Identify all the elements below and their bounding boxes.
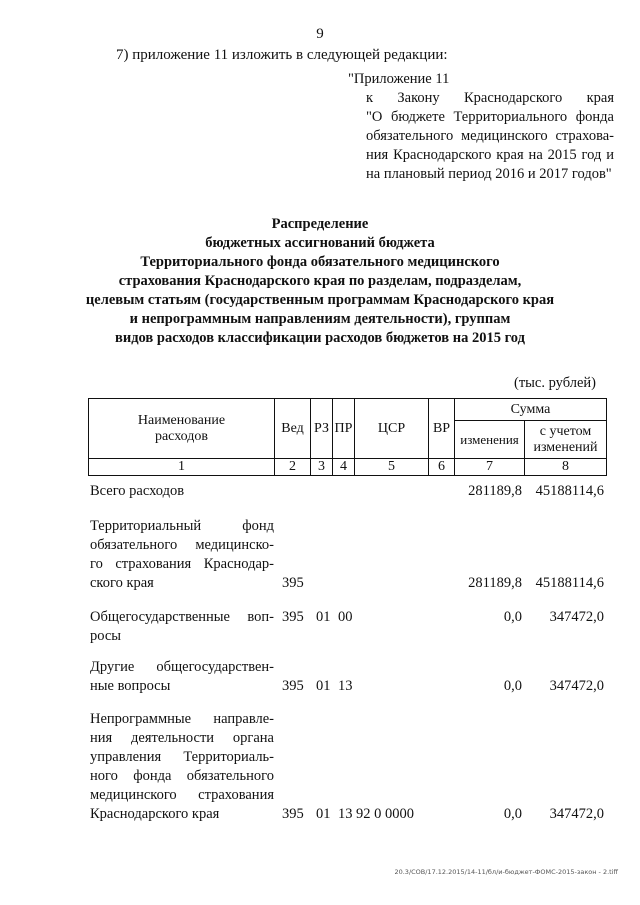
appendix-line: на плановый период 2016 и 2017 годов" <box>366 166 612 182</box>
title-line: Территориального фонда обязательного медицинского <box>140 254 500 270</box>
title-line: Распределение <box>271 216 369 232</box>
row-ved: 395 <box>282 678 304 694</box>
row-name <box>90 710 274 824</box>
row-name-line: обязательного медицинско- <box>90 537 274 553</box>
appendix-line: обязательного медицинского страхова- <box>366 128 614 144</box>
header-rz: РЗ <box>311 399 333 459</box>
title-line: видов расходов классификации расходов бюджетов на 2015 год <box>115 330 525 346</box>
row-name-line: ного фонда обязательного <box>90 768 274 784</box>
row-name-line: ния деятельности органа <box>90 730 274 746</box>
header-with-changes: с учетом изменений <box>525 421 607 459</box>
row-name-line: ского края <box>90 575 154 591</box>
intro-text: 7) приложение 11 изложить в следующей редакции: <box>116 47 448 63</box>
units-label: (тыс. рублей) <box>514 375 596 391</box>
header-vr: ВР <box>429 399 455 459</box>
table-row <box>90 517 606 593</box>
row-name-line: ные вопросы <box>90 678 171 694</box>
row-changes: 281189,8 <box>468 575 522 591</box>
row-changes: 0,0 <box>503 609 522 625</box>
table-row <box>90 608 606 646</box>
title-line: страхования Краснодарского края по разделам, подразделам, <box>118 273 522 289</box>
header-name: Наименование расходов <box>89 399 275 459</box>
row-pr: 13 <box>338 678 353 694</box>
row-name-line: Непрограммные направле- <box>90 711 274 727</box>
title-line: целевым статьям (государственным программам Краснодарского края <box>85 292 555 308</box>
row-total: 45188114,6 <box>535 575 604 591</box>
table-row <box>90 482 606 501</box>
row-name-line: управления Территориаль- <box>90 749 274 765</box>
row-changes: 0,0 <box>503 806 522 822</box>
appendix-line: "Приложение 11 <box>348 71 450 87</box>
col-number: 8 <box>525 459 607 476</box>
document-title <box>0 215 640 348</box>
col-number: 2 <box>275 459 311 476</box>
appendix-reference <box>348 70 614 184</box>
row-name <box>90 608 274 646</box>
appendix-line: ния Краснодарского края на 2015 год и <box>366 147 614 163</box>
header-sum: Сумма <box>455 399 607 421</box>
row-csr: 92 0 0000 <box>356 806 414 822</box>
page-number: 9 <box>316 26 324 42</box>
row-name-line: медицинского страхования <box>90 787 274 803</box>
row-pr: 00 <box>338 609 353 625</box>
header-csr: ЦСР <box>355 399 429 459</box>
row-rz: 01 <box>316 806 331 822</box>
row-name-line: росы <box>90 628 122 644</box>
table-row <box>90 658 606 696</box>
col-number: 3 <box>311 459 333 476</box>
title-line: бюджетных ассигнований бюджета <box>205 235 435 251</box>
row-name-line: Другие общегосударствен- <box>90 659 274 675</box>
row-name-line: Всего расходов <box>90 483 185 499</box>
header-changes: изменения <box>455 421 525 459</box>
row-name-line: го страхования Краснодар- <box>90 556 274 572</box>
col-number: 7 <box>455 459 525 476</box>
appendix-line: к Закону Краснодарского края <box>366 90 614 106</box>
row-ved: 395 <box>282 575 304 591</box>
appendix-line: "О бюджете Территориального фонда <box>366 109 614 125</box>
table-header <box>88 398 607 476</box>
row-rz: 01 <box>316 678 331 694</box>
title-line: и непрограммным направлениям деятельности), группам <box>129 311 511 327</box>
row-ved: 395 <box>282 806 304 822</box>
row-total: 347472,0 <box>549 806 604 822</box>
col-number: 6 <box>429 459 455 476</box>
row-name-line: Общегосударственные воп- <box>90 609 274 625</box>
header-ved: Вед <box>275 399 311 459</box>
footer-file-id: 20.3/СОВ/17.12.2015/14-11/бл/и-бюджет-ФОМС-2015-закон - 2.tiff <box>394 868 618 876</box>
row-ved: 395 <box>282 609 304 625</box>
col-number: 1 <box>89 459 275 476</box>
row-name <box>90 482 274 501</box>
col-number: 4 <box>333 459 355 476</box>
row-total: 45188114,6 <box>535 483 604 499</box>
row-name-line: Территориальный фонд <box>90 518 274 534</box>
col-number: 5 <box>355 459 429 476</box>
header-pr: ПР <box>333 399 355 459</box>
row-total: 347472,0 <box>549 609 604 625</box>
row-name <box>90 517 274 593</box>
row-name-line: Краснодарского края <box>90 806 220 822</box>
row-pr: 13 <box>338 806 353 822</box>
table-row <box>90 710 606 824</box>
row-changes: 281189,8 <box>468 483 522 499</box>
row-name <box>90 658 274 696</box>
row-rz: 01 <box>316 609 331 625</box>
row-total: 347472,0 <box>549 678 604 694</box>
row-changes: 0,0 <box>503 678 522 694</box>
